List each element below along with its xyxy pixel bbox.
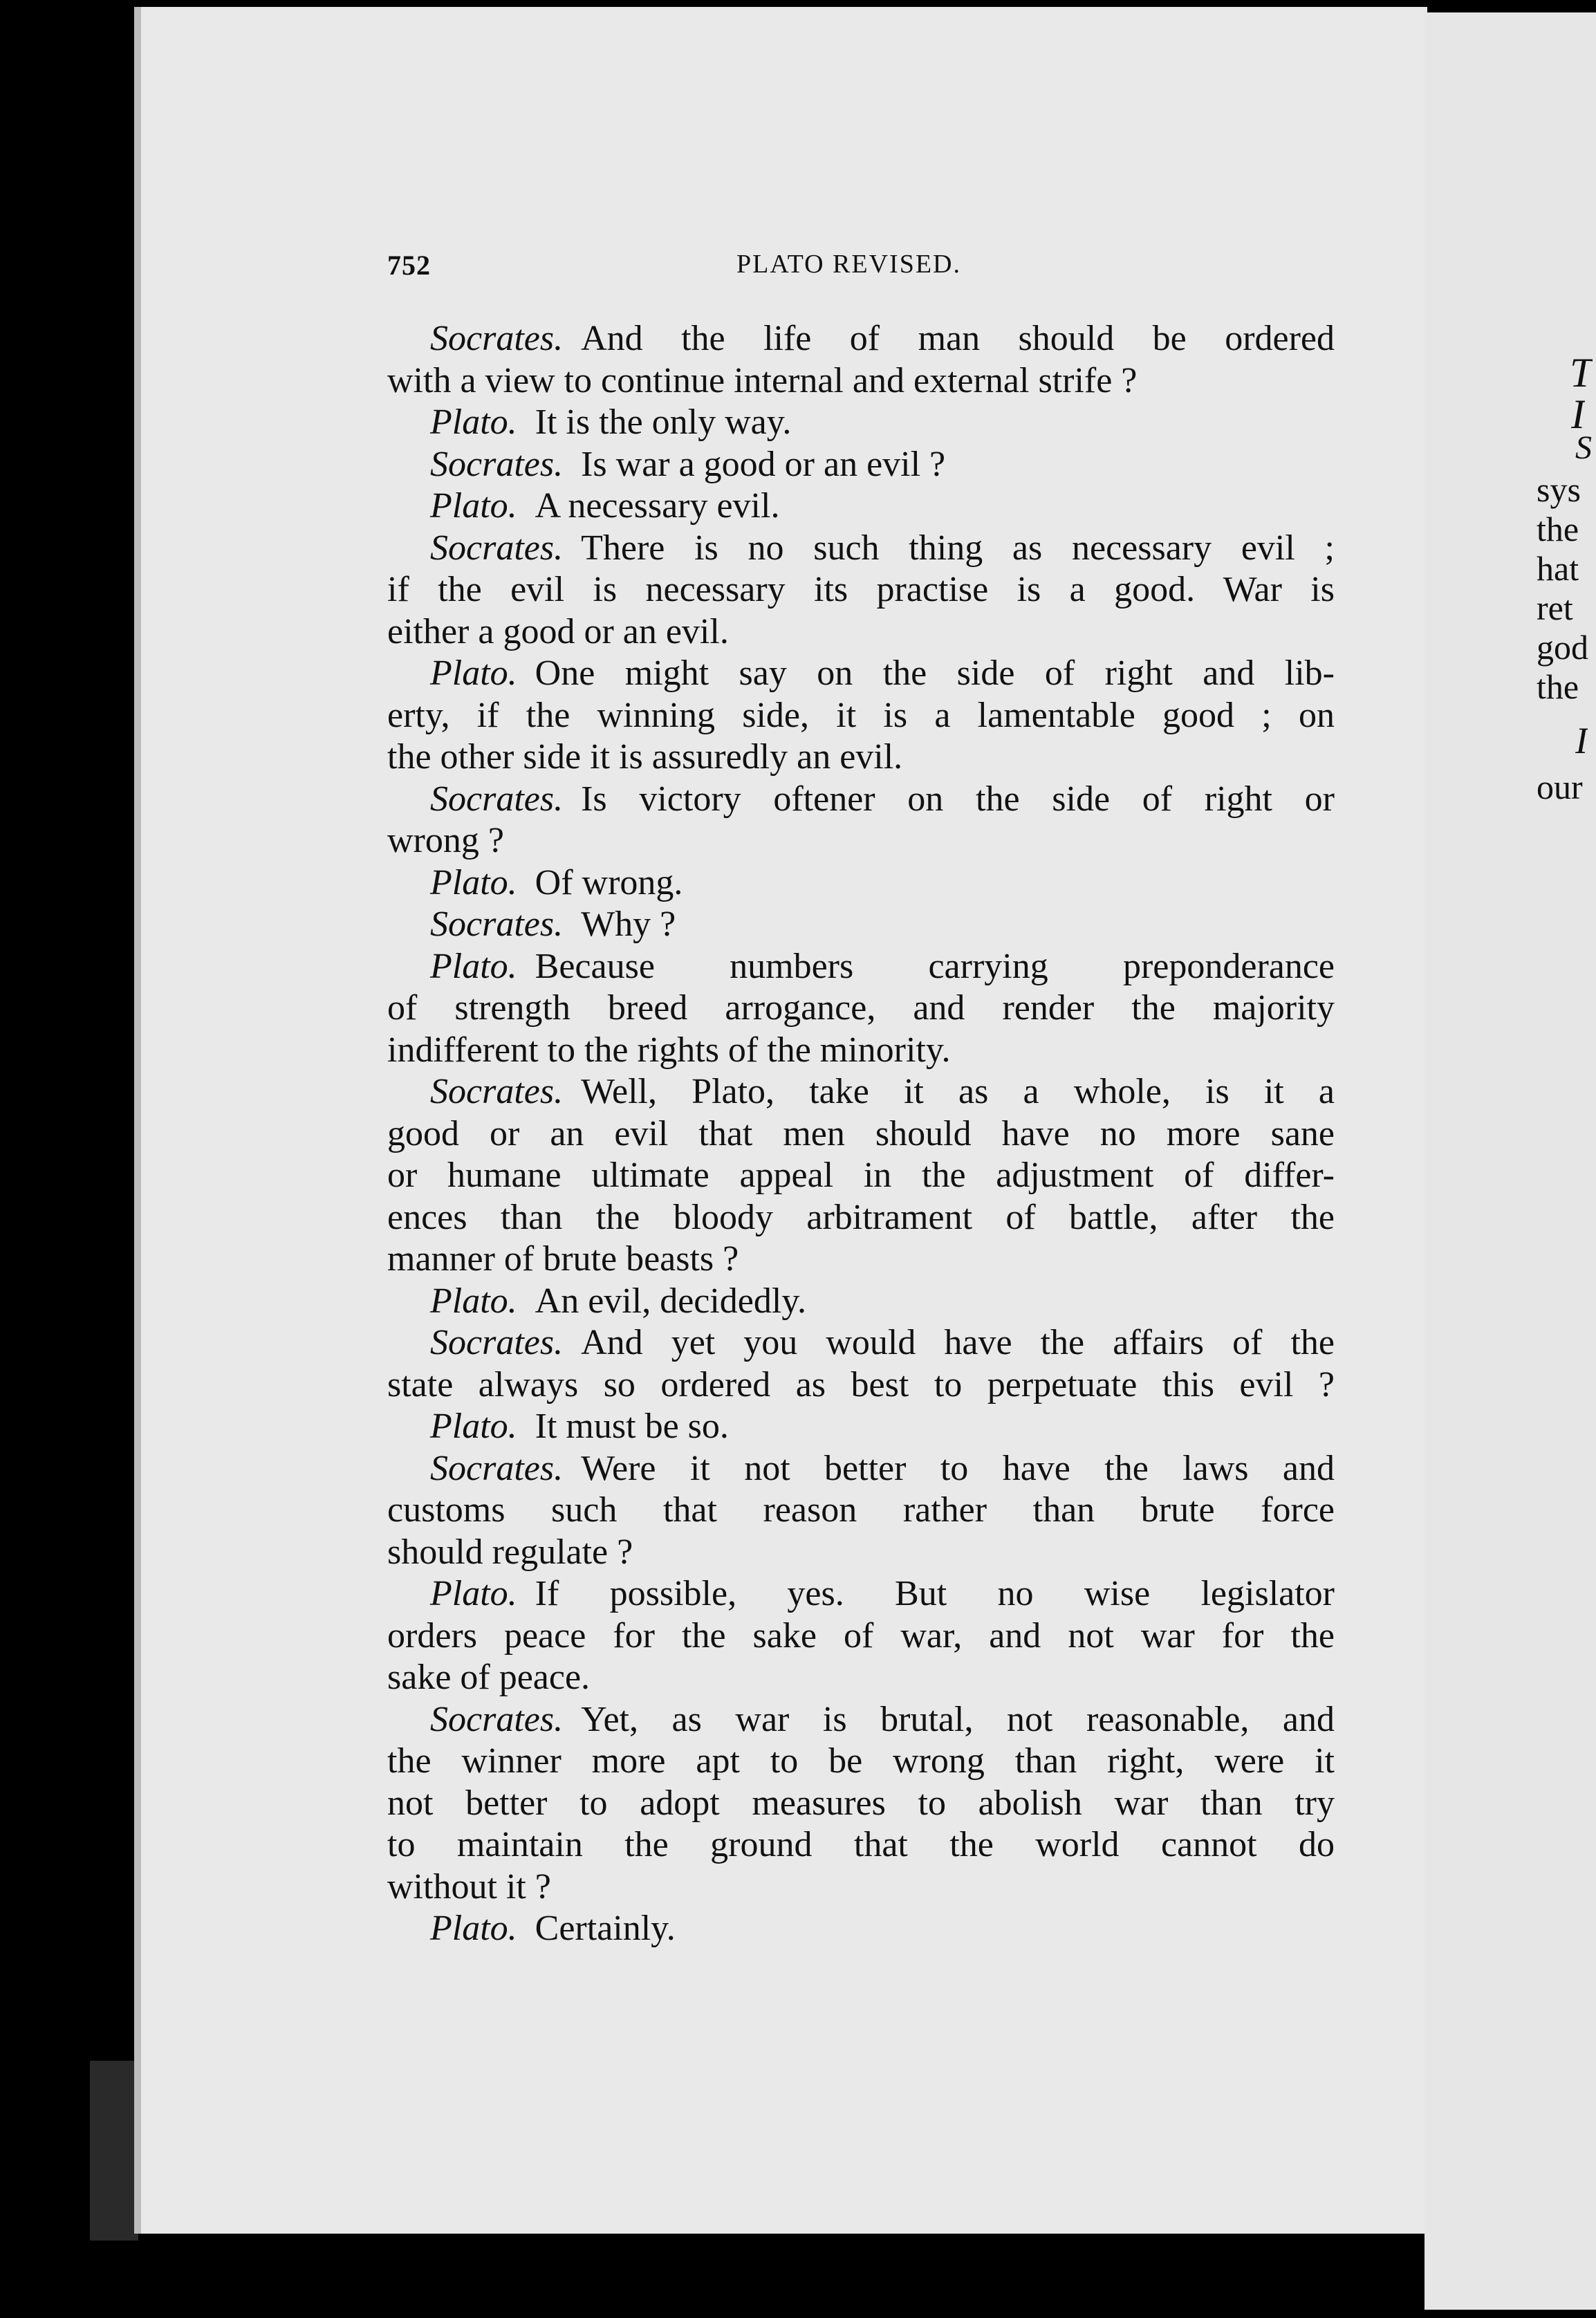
line-text: An evil, decidedly. <box>535 1281 806 1321</box>
text-line <box>387 1741 1335 1783</box>
text-line <box>387 1908 1335 1950</box>
page-header <box>387 249 1342 290</box>
speaker-name: Socrates. <box>430 1699 564 1739</box>
text-line <box>387 1866 1335 1909</box>
speaker-name: Plato. <box>430 1909 517 1948</box>
line-text: sake of peace. <box>387 1658 591 1697</box>
facing-page-line: hat <box>1537 549 1579 588</box>
facing-page-fragment: I <box>1571 391 1585 437</box>
text-line <box>387 1824 1335 1866</box>
text-line <box>387 946 1335 988</box>
facing-page-text-line: our <box>1537 768 1583 806</box>
speaker-name: Socrates. <box>430 319 564 358</box>
line-text: Because numbers carrying preponderance <box>535 946 1335 986</box>
text-line <box>387 862 1335 905</box>
speaker-name: Socrates. <box>430 1448 564 1488</box>
facing-page-line: god <box>1537 628 1588 667</box>
line-text: It must be so. <box>535 1407 729 1446</box>
line-text: And yet you would have the affairs of the <box>581 1323 1335 1362</box>
speaker-name: Plato. <box>430 862 517 902</box>
speaker-name: Plato. <box>430 1574 517 1613</box>
text-line <box>387 779 1335 821</box>
line-text: There is no such thing as necessary evil ; <box>581 528 1335 568</box>
text-line <box>387 444 1335 486</box>
text-line <box>387 1281 1335 1323</box>
speaker-name: Plato. <box>430 653 517 693</box>
speaker-name: Plato. <box>430 946 517 986</box>
line-text: Yet, as war is brutal, not reasonable, and <box>581 1699 1335 1739</box>
line-text: Is war a good or an evil ? <box>581 444 946 484</box>
facing-page-line: ret <box>1537 588 1573 627</box>
line-text: with a view to continue internal and external strife ? <box>387 360 1138 400</box>
line-text: A necessary evil. <box>535 486 780 526</box>
speaker-name: Socrates. <box>430 905 564 944</box>
line-text: to maintain the ground that the world cannot do <box>387 1825 1335 1864</box>
text-line <box>387 1490 1335 1532</box>
text-line <box>387 1615 1335 1658</box>
text-line <box>387 988 1335 1030</box>
line-text: One might say on the side of right and lib- <box>535 653 1335 693</box>
text-line <box>387 1699 1335 1741</box>
text-line <box>387 1406 1335 1448</box>
line-text: either a good or an evil. <box>387 611 729 651</box>
line-text: should regulate ? <box>387 1532 633 1572</box>
line-text: not better to adopt measures to abolish war than try <box>387 1783 1335 1823</box>
line-text: Were it not better to have the laws and <box>581 1448 1335 1488</box>
line-text: wrong ? <box>387 821 504 860</box>
text-line <box>387 820 1335 862</box>
speaker-name: Socrates. <box>430 779 564 819</box>
text-line <box>387 1783 1335 1825</box>
text-line <box>387 528 1335 570</box>
page-gutter-shadow <box>90 2061 138 2241</box>
line-text: erty, if the winning side, it is a lamentable good ; on <box>387 695 1335 735</box>
facing-page-text <box>1537 470 1596 707</box>
speaker-name: Plato. <box>430 486 517 526</box>
dialogue-text <box>387 318 1335 1950</box>
line-text: Is victory oftener on the side of right or <box>581 779 1335 819</box>
facing-page-line: the <box>1537 667 1579 706</box>
text-line <box>387 1532 1335 1574</box>
text-line <box>387 736 1335 779</box>
line-text: indifferent to the rights of the minority. <box>387 1030 951 1070</box>
line-text: Certainly. <box>535 1909 676 1948</box>
text-line <box>387 653 1335 695</box>
text-line <box>387 1071 1335 1113</box>
line-text: If possible, yes. But no wise legislator <box>535 1574 1335 1613</box>
line-text: or humane ultimate appeal in the adjustment of differ- <box>387 1156 1335 1195</box>
line-text: of strength breed arrogance, and render the majority <box>387 988 1335 1028</box>
facing-page-fragment: S <box>1575 429 1592 466</box>
line-text: Well, Plato, take it as a whole, is it a <box>581 1072 1335 1111</box>
line-text: Of wrong. <box>535 862 683 902</box>
text-line <box>387 1657 1335 1699</box>
speaker-name: Socrates. <box>430 1072 564 1111</box>
speaker-name: Plato. <box>430 402 517 442</box>
text-line <box>387 1113 1335 1156</box>
speaker-name: Socrates. <box>430 444 564 484</box>
line-text: the other side it is assuredly an evil. <box>387 737 903 777</box>
speaker-name: Socrates. <box>430 528 564 568</box>
line-text: customs such that reason rather than brute force <box>387 1490 1335 1530</box>
running-head: PLATO REVISED. <box>736 250 961 279</box>
line-text: if the evil is necessary its practise is a good. War is <box>387 570 1335 609</box>
text-line <box>387 1197 1335 1239</box>
text-line <box>387 1448 1335 1490</box>
text-line <box>387 1030 1335 1072</box>
facing-page-fragment: T <box>1570 350 1593 396</box>
text-line <box>387 318 1335 360</box>
line-text: without it ? <box>387 1866 551 1907</box>
line-text: the winner more apt to be wrong than right, were it <box>387 1741 1335 1781</box>
line-text: state always so ordered as best to perpetuate this evil ? <box>387 1364 1335 1404</box>
line-text: And the life of man should be ordered <box>581 319 1335 358</box>
text-line <box>387 1239 1335 1281</box>
speaker-name: Plato. <box>430 1281 517 1321</box>
facing-page-line: the <box>1537 510 1579 548</box>
text-line <box>387 695 1335 737</box>
facing-page-line: sys <box>1537 470 1581 509</box>
text-line <box>387 1573 1335 1615</box>
text-line <box>387 402 1335 444</box>
line-text: ences than the bloody arbitrament of battle, after the <box>387 1197 1335 1237</box>
line-text: orders peace for the sake of war, and not war for the <box>387 1615 1335 1656</box>
text-line <box>387 611 1335 653</box>
line-text: It is the only way. <box>535 402 792 442</box>
text-line <box>387 904 1335 946</box>
speaker-name: Plato. <box>430 1407 517 1446</box>
page-number: 752 <box>387 250 431 281</box>
line-text: good or an evil that men should have no more sane <box>387 1113 1335 1153</box>
line-text: manner of brute beasts ? <box>387 1239 739 1279</box>
facing-page-fragment: I <box>1575 720 1588 761</box>
speaker-name: Socrates. <box>430 1323 564 1362</box>
text-line <box>387 360 1335 402</box>
text-line <box>387 1322 1335 1364</box>
text-line <box>387 569 1335 611</box>
text-line <box>387 1364 1335 1407</box>
text-line <box>387 485 1335 528</box>
text-line <box>387 1155 1335 1197</box>
line-text: Why ? <box>581 905 676 944</box>
